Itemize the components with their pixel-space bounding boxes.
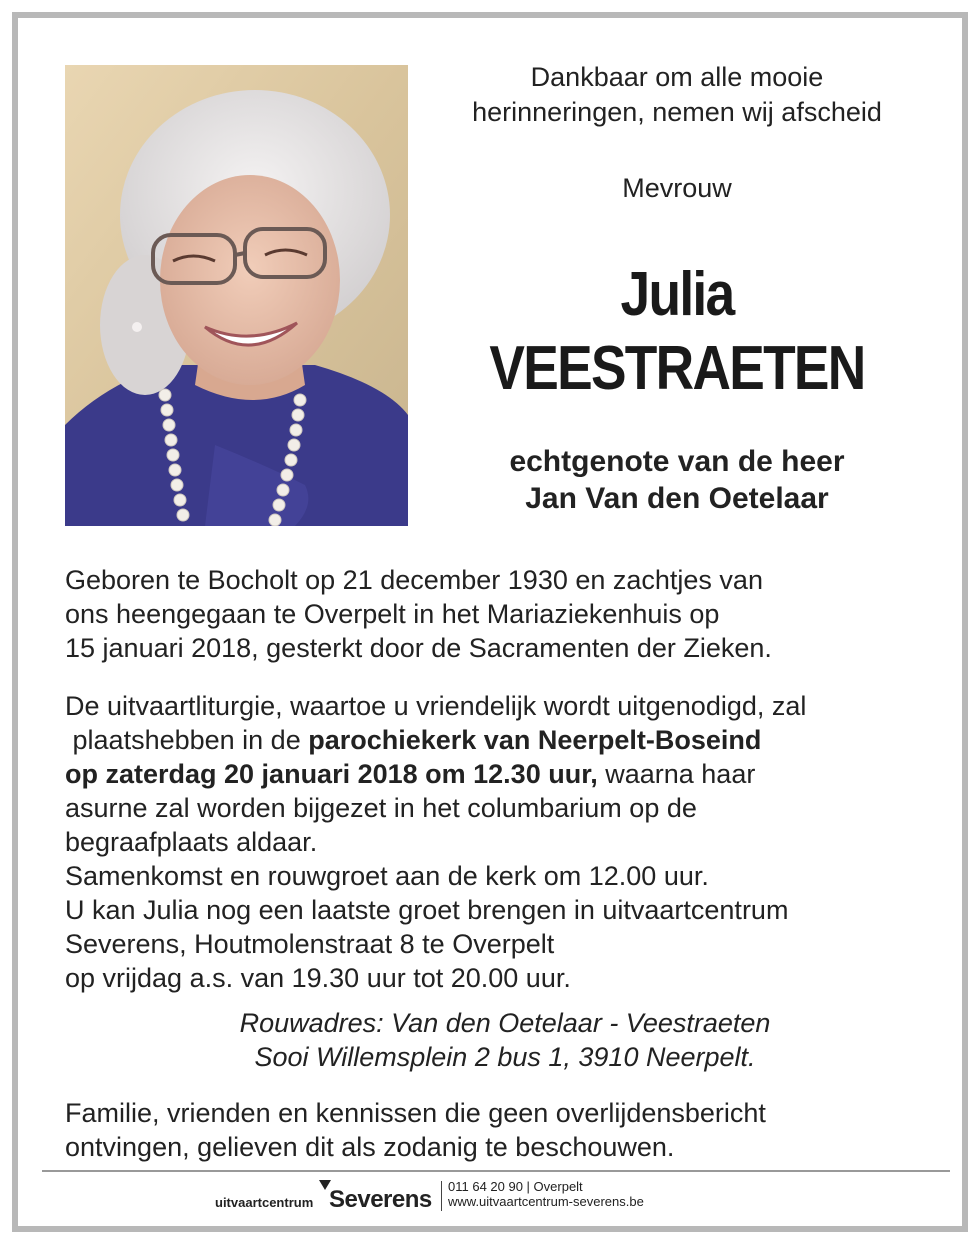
funeral-line-1: De uitvaartliturgie, waartoe u vriendelijk wordt uitgenodigd, zal: [65, 691, 807, 721]
funeral-home-footer: [18, 1176, 962, 1220]
funeral-line-3: [65, 757, 945, 791]
last-name: VEESTRAETEN: [489, 334, 865, 403]
address-line-1: Rouwadres: Van den Oetelaar - Veestraeten: [239, 1008, 771, 1038]
honorific: Mevrouw: [622, 173, 732, 203]
birth-death-paragraph: [65, 563, 945, 665]
birth-line-2: ons heengegaan te Overpelt in het Mariaziekenhuis op: [65, 599, 720, 629]
funeral-line-7: U kan Julia nog een laatste groet brengen in uitvaartcentrum: [65, 895, 789, 925]
funeral-line-2-pre: plaatshebben in de: [72, 725, 309, 755]
funeral-line-3-post: waarna haar: [597, 759, 756, 789]
intro-text: [430, 60, 924, 130]
brand-small-text: uitvaartcentrum: [215, 1195, 314, 1210]
closing-paragraph: [65, 1096, 945, 1164]
funeral-line-8: Severens, Houtmolenstraat 8 te Overpelt: [65, 929, 555, 959]
portrait-photo: [65, 65, 408, 526]
funeral-line-5: begraafplaats aldaar.: [65, 827, 318, 857]
footer-separator: [441, 1181, 442, 1211]
funeral-line-2: [65, 723, 945, 757]
closing-line-1: Familie, vrienden en kennissen die geen overlijdensbericht: [65, 1098, 766, 1128]
funeral-line-6: Samenkomst en rouwgroet aan de kerk om 12.00 uur.: [65, 861, 709, 891]
funeral-paragraph: [65, 689, 945, 995]
closing-line-2: ontvingen, gelieven dit als zodanig te beschouwen.: [65, 1132, 675, 1162]
birth-line-3: 15 januari 2018, gesterkt door de Sacramenten der Zieken.: [65, 633, 772, 663]
brand-name: Severens: [329, 1186, 432, 1213]
funeral-line-9: op vrijdag a.s. van 19.30 uur tot 20.00 uur.: [65, 963, 571, 993]
website-link[interactable]: www.uitvaartcentrum-severens.be: [448, 1194, 644, 1209]
spouse-info: [430, 443, 924, 517]
spouse-line-1: echtgenote van de heer: [509, 445, 845, 478]
intro-line-2: herinneringen, nemen wij afscheid: [472, 97, 882, 127]
intro-line-1: Dankbaar om alle mooie: [530, 62, 824, 92]
funeral-line-4: asurne zal worden bijgezet in het columbarium op de: [65, 793, 697, 823]
footer-divider: [42, 1170, 950, 1172]
spouse-line-2: Jan Van den Oetelaar: [525, 482, 829, 515]
contact-info: [448, 1179, 644, 1209]
funeral-date: op zaterdag 20 januari 2018 om 12.30 uur,: [65, 759, 598, 789]
birth-line-1: Geboren te Bocholt op 21 december 1930 en zachtjes van: [65, 565, 763, 595]
address-line-2: Sooi Willemsplein 2 bus 1, 3910 Neerpelt.: [254, 1042, 756, 1072]
mourning-address: [65, 1006, 945, 1074]
notice-frame: [12, 12, 968, 1232]
first-name: Julia: [620, 260, 734, 329]
church-name: parochiekerk van Neerpelt-Boseind: [308, 725, 762, 755]
phone-line: 011 64 20 90 | Overpelt: [448, 1179, 583, 1194]
